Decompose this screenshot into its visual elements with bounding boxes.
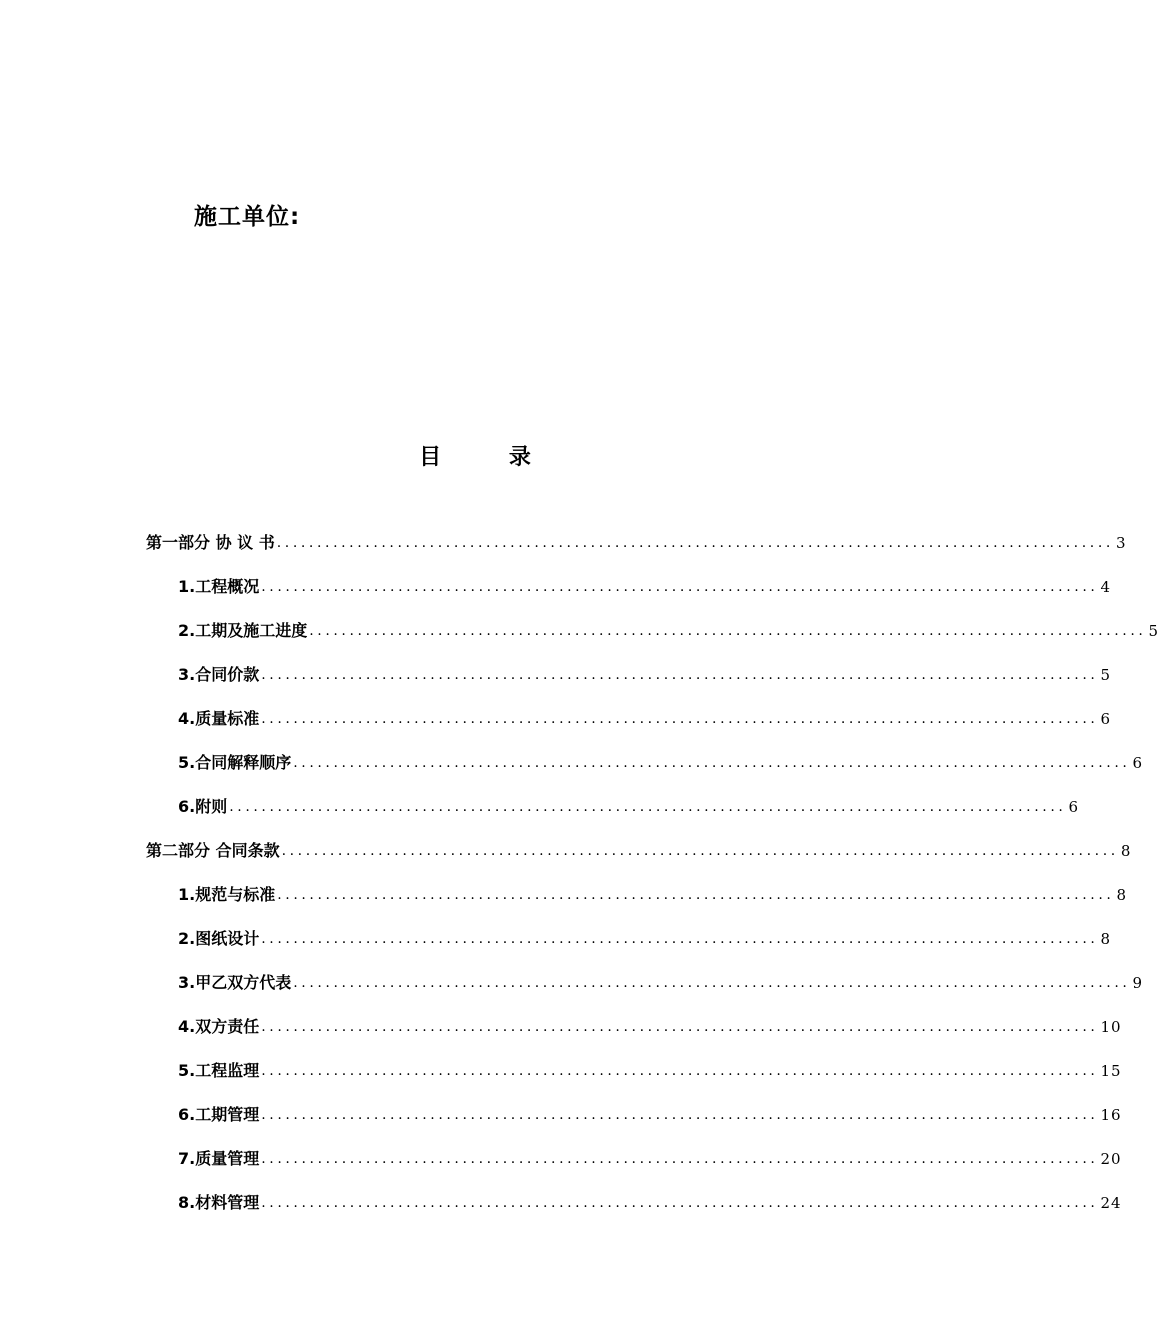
toc-entry[interactable] [178,616,1159,646]
toc-page-number: 8 [1120,842,1132,860]
toc-leader-dots: ........................................................................................................ [261,667,1099,683]
toc-entry-label: 3.合同价款 [178,665,260,684]
toc-page-number: 5 [1100,666,1111,684]
toc-entry[interactable] [178,572,1111,602]
toc-page-number: 6 [1100,710,1111,728]
toc-entry-label: 1.规范与标准 [178,885,276,904]
toc-page-number: 6 [1068,798,1079,816]
toc-entry-label: 第一部分 协 议 书 [146,533,275,552]
toc-entry-label: 7.质量管理 [178,1149,260,1168]
toc-page-number: 16 [1100,1106,1122,1124]
toc-leader-dots: ........................................................................................................ [261,1019,1099,1035]
toc-page-number: 9 [1132,974,1143,992]
toc-page-number: 4 [1100,578,1111,596]
toc-page-number: 15 [1100,1062,1122,1080]
toc-page-number: 5 [1148,622,1159,640]
toc-entry[interactable] [178,704,1111,734]
toc-entry-label: 4.双方责任 [178,1017,260,1036]
toc-leader-dots: ........................................................................................................ [293,975,1131,991]
toc-leader-dots: ........................................................................................................ [261,1151,1099,1167]
toc-leader-dots: ........................................................................................................ [281,843,1119,859]
toc-entry[interactable] [178,792,1079,822]
toc-entry[interactable] [146,836,1132,866]
toc-entry-label: 6.附则 [178,797,228,816]
toc-entry[interactable] [178,924,1111,954]
toc-entry-label: 8.材料管理 [178,1193,260,1212]
toc-page-number: 10 [1100,1018,1122,1036]
toc-page-number: 24 [1100,1194,1122,1212]
toc-page-number: 6 [1132,754,1143,772]
toc-title: 目 录 [419,445,561,470]
toc-entry[interactable] [178,660,1111,690]
contractor-label: 施工单位: [194,204,301,230]
toc-entry-label: 6.工期管理 [178,1105,260,1124]
toc-leader-dots: ........................................................................................................ [261,1063,1099,1079]
toc-entry-label: 2.工期及施工进度 [178,621,308,640]
toc-entry[interactable] [178,748,1143,778]
toc-page-number: 20 [1100,1150,1122,1168]
toc-entry[interactable] [178,1100,1122,1130]
toc-entry-label: 2.图纸设计 [178,929,260,948]
toc-leader-dots: ........................................................................................................ [261,1195,1099,1211]
toc-entry[interactable] [178,968,1143,998]
toc-entry-label: 第二部分 合同条款 [146,841,280,860]
toc-leader-dots: ........................................................................................................ [276,535,1114,551]
toc-entry-label: 5.合同解释顺序 [178,753,292,772]
toc-leader-dots: ........................................................................................................ [261,931,1099,947]
toc-leader-dots: ........................................................................................................ [277,887,1115,903]
toc-entry[interactable] [178,1012,1122,1042]
toc-leader-dots: ........................................................................................................ [293,755,1131,771]
toc-leader-dots: ........................................................................................................ [261,711,1099,727]
toc-entry-label: 4.质量标准 [178,709,260,728]
toc-entry[interactable] [146,528,1127,558]
toc-page-number: 8 [1100,930,1111,948]
toc-leader-dots: ........................................................................................................ [261,579,1099,595]
toc-leader-dots: ........................................................................................................ [309,623,1147,639]
toc-entry[interactable] [178,1144,1122,1174]
toc-entry-label: 5.工程监理 [178,1061,260,1080]
toc-entry-label: 3.甲乙双方代表 [178,973,292,992]
toc-page-number: 3 [1115,534,1127,552]
toc-entry[interactable] [178,1188,1122,1218]
toc-leader-dots: ........................................................................................................ [229,799,1067,815]
toc-entry[interactable] [178,880,1127,910]
toc-entry-label: 1.工程概况 [178,577,260,596]
toc-entry[interactable] [178,1056,1122,1086]
toc-leader-dots: ........................................................................................................ [261,1107,1099,1123]
toc-page-number: 8 [1116,886,1127,904]
